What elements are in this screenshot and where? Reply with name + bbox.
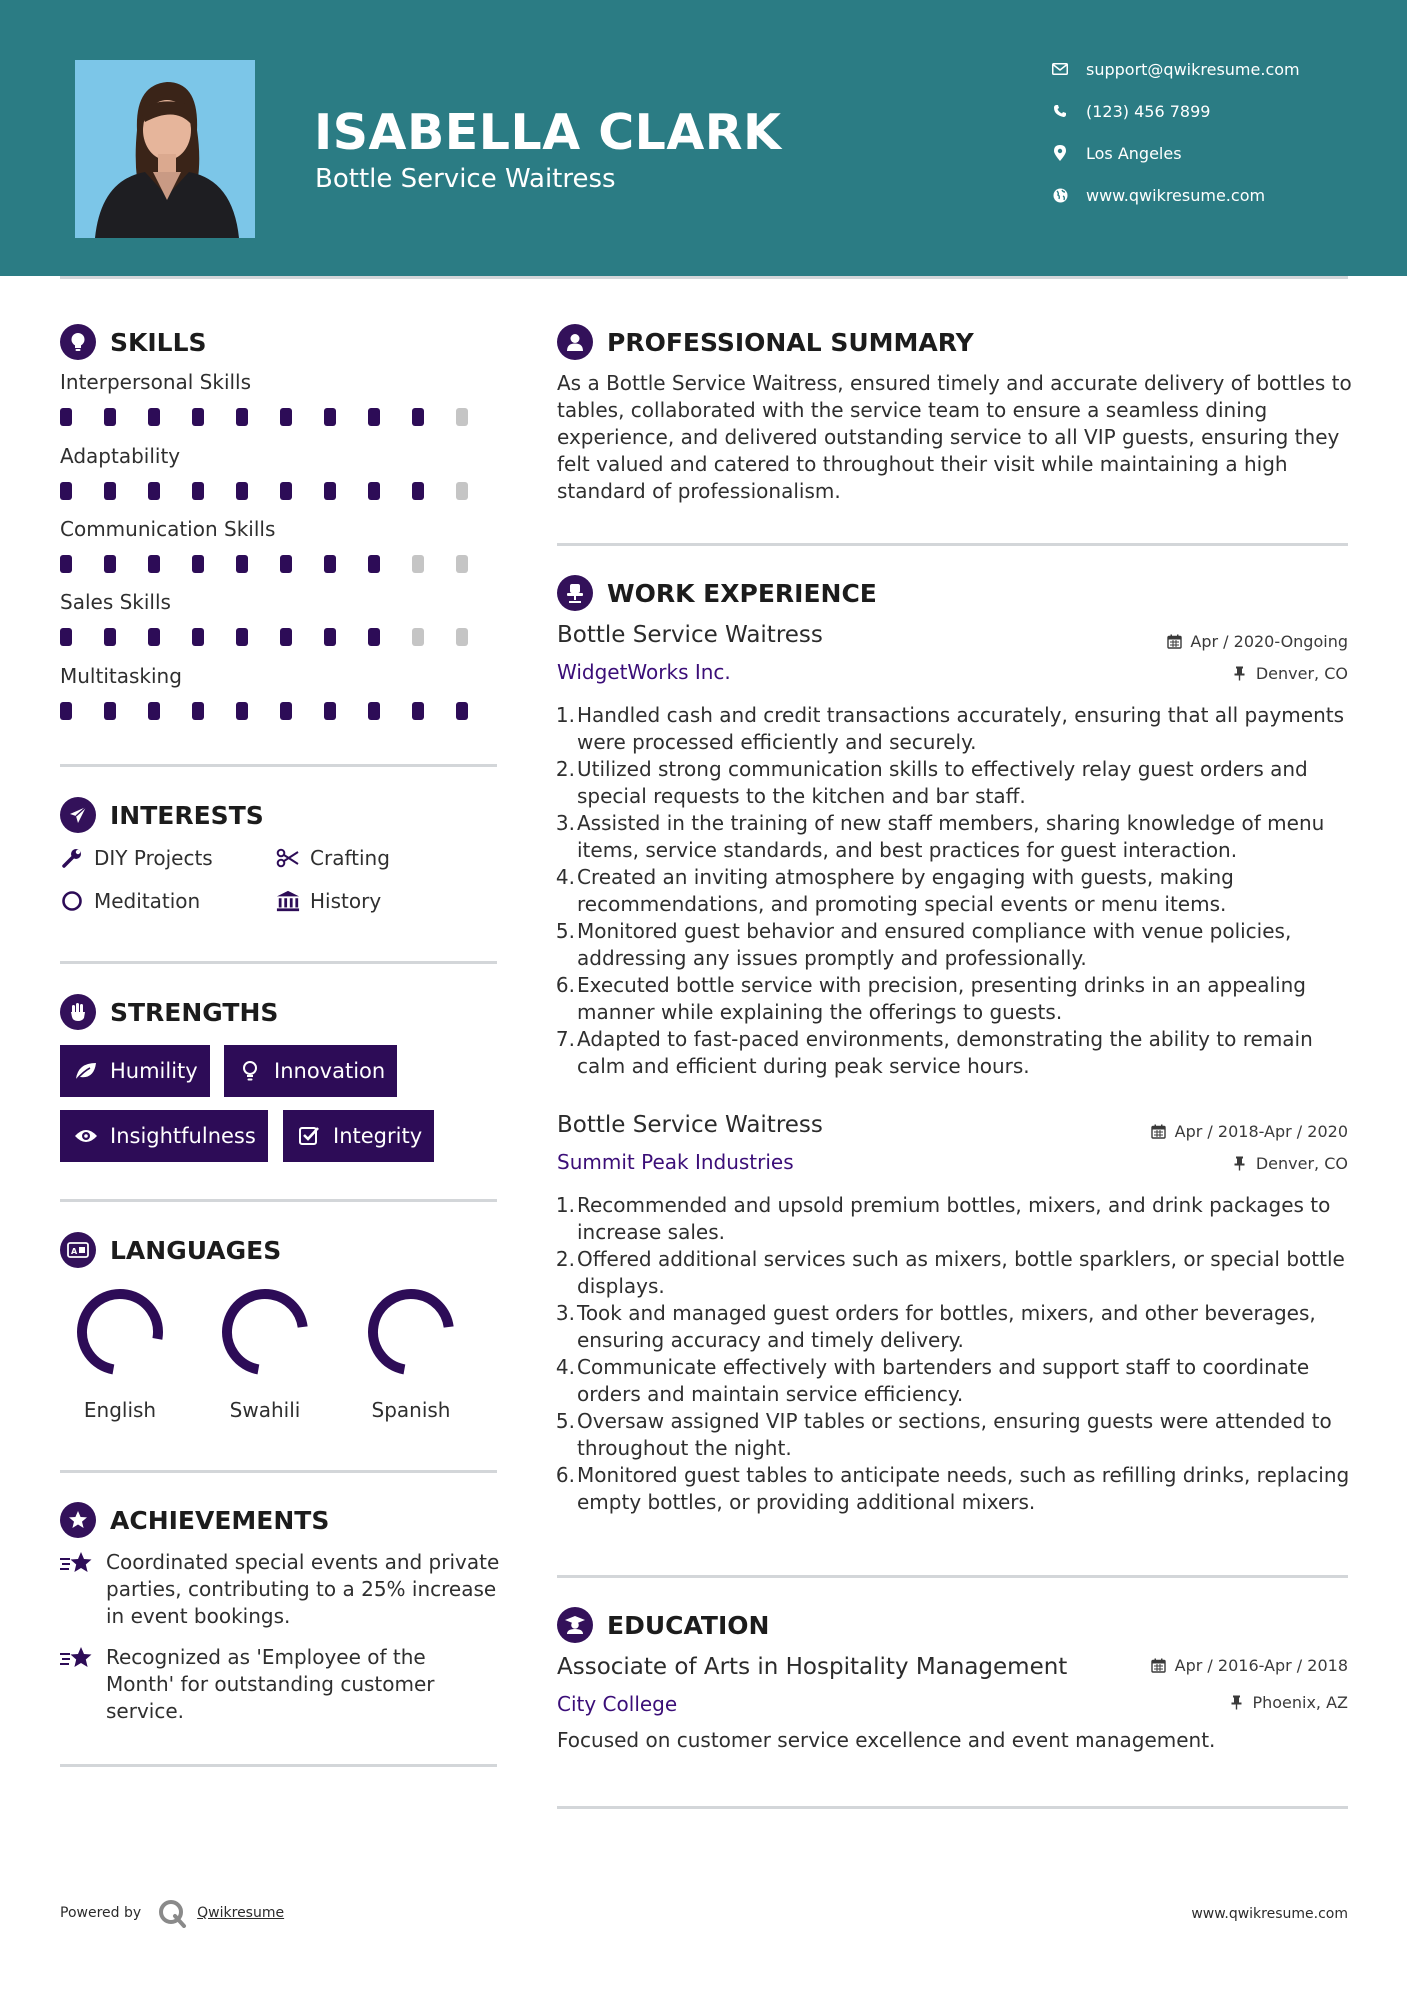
section-divider [557,1575,1348,1578]
section-divider [60,1470,497,1473]
company-name: Summit Peak Industries [557,1150,794,1174]
strength-label: Insightfulness [110,1124,256,1148]
skill-dot-filled [456,702,468,720]
lightbulb-icon [238,1059,262,1083]
skill-dot-filled [60,628,72,646]
education-dates [1151,1656,1348,1675]
skill-name: Sales Skills [60,590,171,614]
skill-dot-filled [236,408,248,426]
bullet-text: Utilized strong communication skills to effectively relay guest orders and special requests to the kitchen and bar staff. [577,757,1308,808]
skill-dot-empty [456,408,468,426]
skill-rating [60,482,500,500]
skill-dot-filled [192,482,204,500]
user-icon [557,324,593,360]
skill-name: Interpersonal Skills [60,370,252,394]
bullet-text: Assisted in the training of new staff members, sharing knowledge of menu items, service standards, and best practices for guest interaction. [577,811,1325,862]
header-divider [60,276,1348,279]
bullet-text: Created an inviting atmosphere by engaging with guests, making recommendations, and promoting special events or menu items. [577,865,1234,916]
strength-tag [224,1045,397,1097]
skill-dot-filled [324,555,336,573]
job-bullet [553,1192,1353,1246]
language-item [195,1284,335,1422]
globe-icon [1050,185,1070,205]
job-bullets [553,702,1353,1080]
job-location [1232,664,1348,683]
circle-icon [60,889,84,913]
language-item [341,1284,481,1422]
job-bullets [553,1192,1353,1516]
bullet-text: Monitored guest behavior and ensured compliance with venue policies, addressing any issues promptly and professionally. [577,919,1292,970]
location-pin-icon [1050,143,1070,163]
scissors-icon [276,846,300,870]
skill-dot-filled [280,555,292,573]
strengths-heading [60,993,278,1031]
job-dates [1166,632,1348,651]
skill-dot-filled [324,702,336,720]
bullet-number: 3. [555,1301,575,1325]
job-bullet [553,1026,1353,1080]
contact-website-text: www.qwikresume.com [1086,185,1266,205]
contact-location [1050,140,1370,166]
education-heading [557,1606,769,1644]
star-icon [60,1549,94,1579]
bullet-number: 5. [555,1409,575,1433]
interests-heading [60,796,264,834]
bullet-number: 6. [555,1463,575,1487]
education-location-text: Phoenix, AZ [1252,1693,1348,1712]
graduate-icon [557,1607,593,1643]
language-gauge [217,1284,313,1380]
strengths-title: STRENGTHS [110,997,279,1027]
achievement-item [60,1644,500,1725]
job-bullet [553,864,1353,918]
bullet-number: 2. [555,1247,575,1271]
language-gauge-arc [367,1288,455,1376]
strength-label: Innovation [274,1059,386,1083]
job-bullet [553,756,1353,810]
skill-item [60,444,500,500]
language-name: English [83,1398,157,1422]
lightbulb-icon [60,324,96,360]
footer-url[interactable]: www.qwikresume.com [1191,1906,1348,1922]
interest-item [276,843,390,873]
bullet-number: 7. [555,1027,575,1051]
skill-dot-empty [456,482,468,500]
qwikresume-link[interactable]: Qwikresume [197,1905,285,1921]
star-icon [60,1644,94,1674]
skill-dot-empty [456,628,468,646]
skill-dot-filled [236,702,248,720]
footer-branding [60,1898,284,1928]
bullet-number: 1. [555,703,575,727]
job-bullet [553,1462,1353,1516]
experience-heading [557,574,877,612]
resume-header [0,0,1407,276]
contact-email[interactable] [1050,56,1370,82]
summary-text: As a Bottle Service Waitress, ensured timely and accurate delivery of bottles to tables, collaborated with the service team to ensure a seamless dining experience, and delivered outstanding service to all VIP guests, ensuring they felt valued and catered to throughout their visit while maintaining a high standard of professionalism. [557,371,1352,503]
wrench-icon [60,846,84,870]
company-name: WidgetWorks Inc. [557,660,731,684]
skill-item [60,517,500,573]
job-dates [1151,1122,1348,1141]
skill-dot-filled [192,408,204,426]
job-bullet [553,1354,1353,1408]
interest-item [60,843,213,873]
skill-rating [60,555,500,573]
bullet-text: Recommended and upsold premium bottles, mixers, and drink packages to increase sales. [577,1193,1331,1244]
profile-photo [75,60,255,238]
skill-name: Adaptability [60,444,181,468]
skill-dot-filled [192,555,204,573]
achievement-text: Coordinated special events and private parties, contributing to a 25% increase in event bookings. [106,1550,500,1628]
language-icon [60,1232,96,1268]
skill-dot-filled [368,555,380,573]
bullet-text: Communicate effectively with bartenders and support staff to coordinate orders and maintain service efficiency. [577,1355,1310,1406]
contact-website[interactable] [1050,182,1370,208]
school-name: City College [557,1692,678,1716]
education-description: Focused on customer service excellence and event management. [557,1728,1216,1752]
skills-heading [60,323,207,361]
skill-dot-filled [104,555,116,573]
interest-label: Meditation [94,889,201,913]
calendar-icon [1151,1658,1167,1674]
strength-label: Integrity [333,1124,423,1148]
calendar-icon [1166,634,1182,650]
job-location-text: Denver, CO [1255,664,1348,683]
job-bullet [553,1408,1353,1462]
bullet-text: Adapted to fast-paced environments, demonstrating the ability to remain calm and efficient during peak service hours. [577,1027,1313,1078]
interest-label: DIY Projects [94,846,213,870]
skill-dot-filled [148,408,160,426]
skill-dot-filled [412,702,424,720]
section-divider [60,961,497,964]
skill-dot-filled [104,482,116,500]
achievements-heading [60,1501,329,1539]
skill-dot-empty [412,555,424,573]
language-gauge-arc [76,1288,164,1376]
pushpin-icon [1232,666,1248,682]
skill-dot-filled [192,628,204,646]
skill-dot-filled [192,702,204,720]
skill-dot-filled [280,702,292,720]
skill-dot-empty [456,555,468,573]
contact-location-text: Los Angeles [1086,143,1182,163]
summary-title: PROFESSIONAL SUMMARY [607,327,974,357]
skill-dot-filled [148,555,160,573]
strength-tag [60,1110,268,1162]
bullet-number: 6. [555,973,575,997]
job-bullet [553,972,1353,1026]
education-location [1228,1693,1348,1712]
eye-icon [74,1124,98,1148]
strength-tag [60,1045,210,1097]
language-gauge-arc [221,1288,309,1376]
skill-dot-filled [60,702,72,720]
interest-item [60,886,200,916]
phone-icon [1050,101,1070,121]
section-divider [557,1806,1348,1809]
job-bullet [553,810,1353,864]
job-bullet [553,1246,1353,1300]
bullet-text: Monitored guest tables to anticipate needs, such as refilling drinks, replacing empty bottles, or providing additional mixers. [577,1463,1350,1514]
language-item [50,1284,190,1422]
skill-rating [60,702,500,720]
skill-dot-filled [148,482,160,500]
skill-rating [60,628,500,646]
bullet-number: 3. [555,811,575,835]
svg-text:A: A [71,1247,78,1256]
hand-icon [60,994,96,1030]
interest-label: Crafting [310,846,390,870]
bullet-text: Executed bottle service with precision, presenting drinks in an appealing manner while explaining the offerings to guests. [577,973,1306,1024]
achievements-title: ACHIEVEMENTS [110,1505,330,1535]
skill-dot-filled [368,482,380,500]
experience-title: WORK EXPERIENCE [607,578,877,608]
job-location-text: Denver, CO [1255,1154,1348,1173]
skill-dot-filled [412,408,424,426]
skill-item [60,590,500,646]
envelope-icon [1050,59,1070,79]
language-gauge [72,1284,168,1380]
section-divider [60,764,497,767]
bullet-text: Oversaw assigned VIP tables or sections, ensuring guests were attended to throughout the night. [577,1409,1332,1460]
office-chair-icon [557,575,593,611]
section-divider [557,543,1348,546]
language-gauge [363,1284,459,1380]
skill-dot-filled [324,482,336,500]
bullet-number: 1. [555,1193,575,1217]
skill-dot-filled [104,628,116,646]
strength-tag [283,1110,434,1162]
skill-name: Multitasking [60,664,182,688]
contact-email-text: support@qwikresume.com [1086,59,1300,79]
skill-dot-filled [412,482,424,500]
skill-dot-filled [280,408,292,426]
leaf-icon [74,1059,98,1083]
candidate-name: ISABELLA CLARK [314,104,782,161]
skill-dot-filled [280,628,292,646]
job-title: Bottle Service Waitress [557,1112,823,1138]
interest-item [276,886,381,916]
education-dates-text: Apr / 2016-Apr / 2018 [1174,1656,1348,1675]
contact-phone[interactable] [1050,98,1370,124]
skill-dot-filled [236,555,248,573]
section-divider [60,1764,497,1767]
bullet-number: 4. [555,1355,575,1379]
skill-dot-filled [280,482,292,500]
skill-dot-filled [104,408,116,426]
skill-dot-filled [368,628,380,646]
skill-dot-filled [368,702,380,720]
museum-icon [276,889,300,913]
job-dates-text: Apr / 2020-Ongoing [1190,632,1348,651]
skill-dot-empty [412,628,424,646]
skill-name: Communication Skills [60,517,276,541]
skill-dot-filled [236,482,248,500]
summary-heading [557,323,974,361]
pushpin-icon [1228,1695,1244,1711]
job-location [1232,1154,1348,1173]
calendar-icon [1151,1124,1167,1140]
candidate-role: Bottle Service Waitress [315,164,616,194]
achievement-text: Recognized as 'Employee of the Month' for outstanding customer service. [106,1645,435,1723]
language-name: Spanish [371,1398,451,1422]
bullet-text: Handled cash and credit transactions accurately, ensuring that all payments were processed efficiently and securely. [577,703,1345,754]
strength-label: Humility [110,1059,198,1083]
bullet-text: Offered additional services such as mixers, bottle sparklers, or special bottle displays. [577,1247,1345,1298]
language-name: Swahili [229,1398,301,1422]
skill-item [60,664,500,720]
languages-title: LANGUAGES [110,1235,282,1265]
checkbox-icon [297,1124,321,1148]
job-bullet [553,1300,1353,1354]
powered-by-label: Powered by [60,1905,142,1921]
section-divider [60,1199,497,1202]
achievement-item [60,1549,500,1630]
skill-dot-filled [148,702,160,720]
skill-dot-filled [60,482,72,500]
skill-dot-filled [148,628,160,646]
bullet-number: 4. [555,865,575,889]
skill-item [60,370,500,426]
interests-title: INTERESTS [110,800,264,830]
star-badge-icon [60,1502,96,1538]
skills-title: SKILLS [110,327,207,357]
bullet-number: 2. [555,757,575,781]
degree-title: Associate of Arts in Hospitality Management [557,1654,1068,1680]
job-bullet [553,918,1353,972]
languages-heading [60,1231,281,1269]
job-title: Bottle Service Waitress [557,622,823,648]
qwikresume-logo-icon [157,1898,187,1928]
skill-dot-filled [236,628,248,646]
skill-dot-filled [324,408,336,426]
skill-dot-filled [104,702,116,720]
job-bullet [553,702,1353,756]
paper-plane-icon [60,797,96,833]
bullet-number: 5. [555,919,575,943]
skill-dot-filled [60,555,72,573]
pushpin-icon [1232,1156,1248,1172]
skill-dot-filled [368,408,380,426]
skill-rating [60,408,500,426]
interest-label: History [310,889,382,913]
bullet-text: Took and managed guest orders for bottles, mixers, and other beverages, ensuring accuracy and timely delivery. [577,1301,1316,1352]
contact-phone-text: (123) 456 7899 [1086,101,1211,121]
job-dates-text: Apr / 2018-Apr / 2020 [1174,1122,1348,1141]
education-title: EDUCATION [607,1610,770,1640]
skill-dot-filled [324,628,336,646]
skill-dot-filled [60,408,72,426]
profile-photo-illustration [75,60,255,238]
